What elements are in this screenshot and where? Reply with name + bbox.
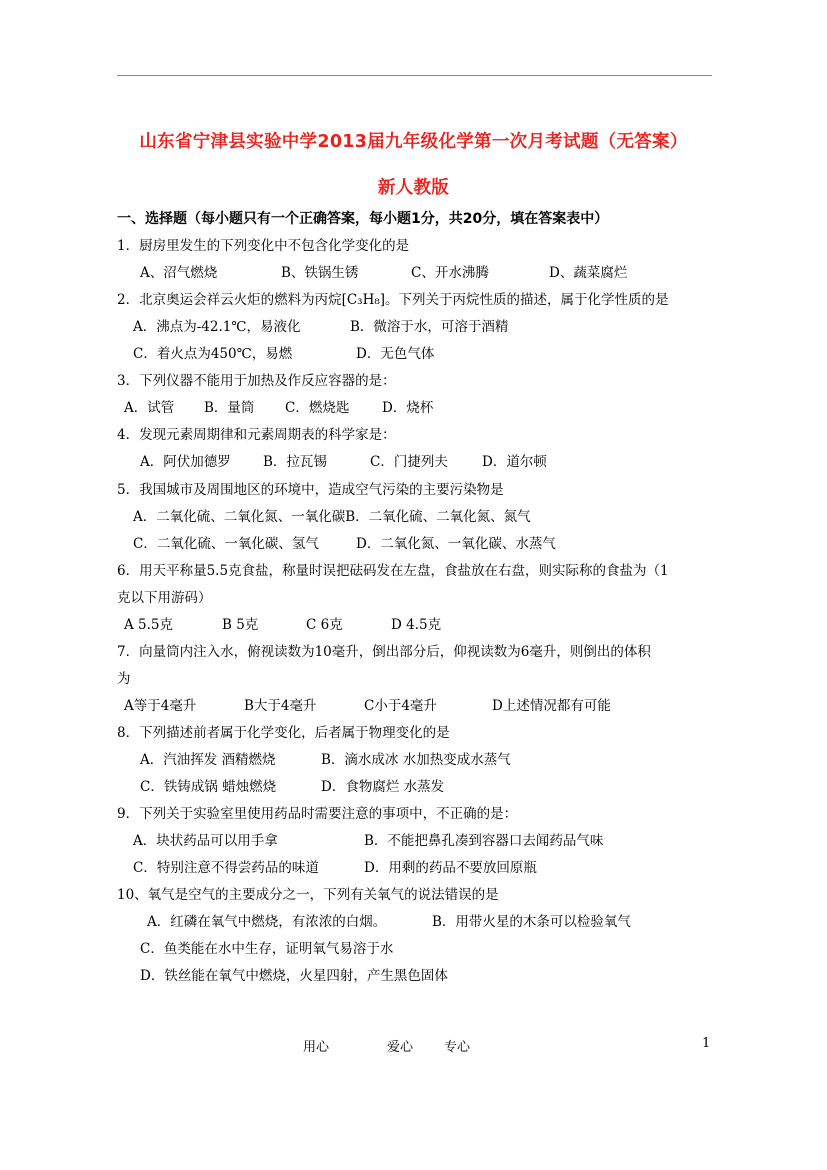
footer-text-3: 专心 (444, 1040, 471, 1055)
question-2-option-b: B．微溶于水，可溶于酒精 (350, 319, 509, 335)
question-6-stem: 6．用天平称量5.5克食盐，称量时误把砝码发在左盘，食盐放在右盘，则实际称的食盐为（1 (117, 563, 669, 579)
question-9-option-c: C．特别注意不得尝药品的味道 (133, 860, 319, 876)
question-5-stem: 5．我国城市及周围地区的环境中，造成空气污染的主要污染物是 (117, 482, 504, 498)
question-3-option-a: A．试管 (124, 400, 175, 416)
question-4-stem: 4．发现元素周期律和元素周期表的科学家是： (117, 427, 396, 443)
page-subtitle: 新人教版 (377, 178, 450, 198)
header-rule (117, 75, 712, 76)
question-10-option-b: B．用带火星的木条可以检验氧气 (432, 914, 631, 930)
question-9-option-b: B．不能把鼻孔凑到容器口去闻药品气味 (364, 833, 604, 849)
page-title: 山东省宁津县实验中学2013届九年级化学第一次月考试题（无答案） (139, 132, 688, 152)
question-2-option-c: C．着火点为450℃，易燃 (133, 346, 293, 362)
question-5-option-c: C．二氧化硫、一氧化碳、氢气 (133, 536, 319, 552)
question-3-option-b: B．量筒 (204, 400, 255, 416)
question-1-option-a: A、沼气燃烧 (140, 265, 218, 281)
question-3-stem: 3．下列仪器不能用于加热及作反应容器的是： (117, 373, 396, 389)
question-9-option-d: D．用剩的药品不要放回原瓶 (364, 860, 537, 876)
question-6-option-c: C 6克 (306, 617, 343, 633)
question-10-option-d: D．铁丝能在氧气中燃烧，火星四射，产生黑色固体 (140, 968, 448, 984)
question-2-stem: 2．北京奥运会祥云火炬的燃料为丙烷[C₃H₈]。下列关于丙烷性质的描述，属于化学性质的是 (117, 292, 669, 308)
question-4-option-a: A．阿伏加德罗 (140, 454, 231, 470)
question-3-option-d: D．烧杯 (382, 400, 434, 416)
section-heading: 一、选择题（每小题只有一个正确答案，每小题1分，共20分，填在答案表中） (117, 211, 609, 227)
footer-text-1: 用心 (303, 1040, 330, 1055)
question-1-option-b: B、铁锅生锈 (281, 265, 359, 281)
question-1-stem: 1．厨房里发生的下列变化中不包含化学变化的是 (117, 238, 410, 254)
question-7-option-b: B大于4毫升 (244, 698, 317, 714)
question-4-option-d: D．道尔顿 (482, 454, 547, 470)
question-9-stem: 9．下列关于实验室里使用药品时需要注意的事项中，不正确的是： (117, 806, 518, 822)
question-7-stem: 7．向量筒内注入水，俯视读数为10毫升，倒出部分后，仰视读数为6毫升，则倒出的体积 (117, 644, 651, 660)
question-4-option-b: B．拉瓦锡 (263, 454, 327, 470)
question-8-option-b: B．滴水成冰 水加热变成水蒸气 (321, 752, 511, 768)
question-9-option-a: A．块状药品可以用手拿 (133, 833, 278, 849)
question-5-option-ab: A．二氧化硫、二氧化氮、一氧化碳B．二氧化硫、二氧化氮、氮气 (133, 509, 531, 525)
question-3-option-c: C．燃烧匙 (285, 400, 350, 416)
question-6-option-a: A 5.5克 (124, 617, 174, 633)
question-7-option-a: A等于4毫升 (124, 698, 197, 714)
question-6-option-d: D 4.5克 (391, 617, 442, 633)
question-7-option-d: D上述情况都有可能 (492, 698, 611, 714)
question-10-option-c: C．鱼类能在水中生存，证明氧气易溶于水 (140, 941, 394, 957)
question-8-option-c: C．铁铸成锅 蜡烛燃烧 (140, 779, 277, 795)
question-4-option-c: C．门捷列夫 (370, 454, 448, 470)
question-6-option-b: B 5克 (222, 617, 259, 633)
footer-text-2: 爱心 (387, 1040, 414, 1055)
question-6-stem-continued: 克以下用游码） (117, 590, 212, 606)
page-number: 1 (702, 1036, 711, 1051)
question-7-option-c: C小于4毫升 (364, 698, 437, 714)
question-10-stem: 10、氧气是空气的主要成分之一，下列有关氧气的说法错误的是 (117, 887, 499, 903)
question-2-option-a: A．沸点为-42.1℃，易液化 (133, 319, 301, 335)
question-10-option-a: A．红磷在氧气中燃烧，有浓浓的白烟。 (147, 914, 387, 930)
question-5-option-d: D．二氧化氮、一氧化碳、水蒸气 (356, 536, 556, 552)
question-7-stem-continued: 为 (117, 671, 131, 687)
question-1-option-c: C、开水沸腾 (411, 265, 489, 281)
question-8-option-a: A．汽油挥发 酒精燃烧 (140, 752, 276, 768)
question-2-option-d: D．无色气体 (356, 346, 435, 362)
question-1-option-d: D、蔬菜腐烂 (549, 265, 628, 281)
question-8-option-d: D．食物腐烂 水蒸发 (321, 779, 445, 795)
question-8-stem: 8．下列描述前者属于化学变化，后者属于物理变化的是 (117, 725, 450, 741)
